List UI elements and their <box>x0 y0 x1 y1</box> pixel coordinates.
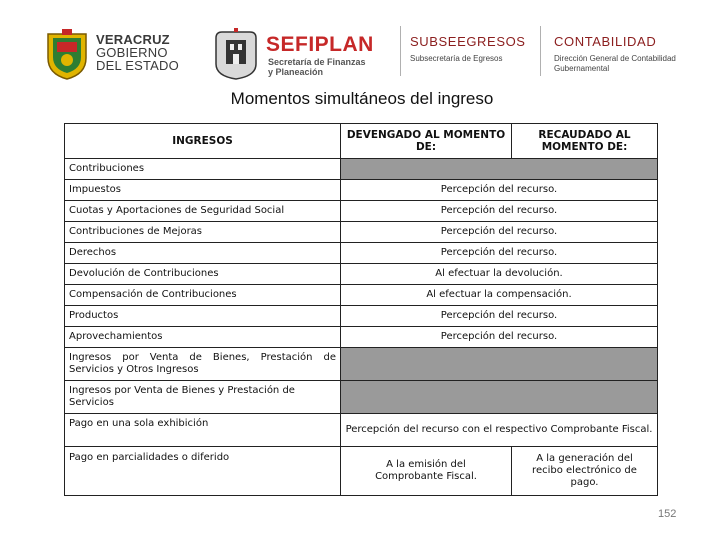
row-label: Impuestos <box>65 180 341 201</box>
header-divider <box>400 26 401 76</box>
row-label: Compensación de Contribuciones <box>65 285 341 306</box>
row-value: Percepción del recurso. <box>341 243 658 264</box>
table-row <box>65 180 658 201</box>
row-label: Ingresos por Venta de Bienes, Prestación de Servicios y Otros Ingresos <box>65 348 341 381</box>
row-value: Percepción del recurso. <box>341 201 658 222</box>
table-row <box>65 264 658 285</box>
row-label: Contribuciones <box>65 159 341 180</box>
table-row <box>65 381 658 414</box>
veracruz-line2: GOBIERNO <box>96 45 168 60</box>
table-row <box>65 222 658 243</box>
row-label: Derechos <box>65 243 341 264</box>
income-moments-table <box>64 123 658 496</box>
table-row <box>65 306 658 327</box>
table-header-row <box>65 124 658 159</box>
header-devengado: DEVENGADO AL MOMENTO DE: <box>341 124 512 159</box>
slide-title-text: Momentos simultáneos del ingreso <box>230 89 494 108</box>
row-label: Cuotas y Aportaciones de Seguridad Social <box>65 201 341 222</box>
contabilidad-subtitle <box>554 54 676 74</box>
veracruz-wordmark <box>96 33 179 72</box>
table-row <box>65 447 658 496</box>
subsegresos-title: SUBSEEGRESOS <box>410 34 526 49</box>
slide-title <box>0 89 720 109</box>
page-number: 152 <box>658 508 677 520</box>
contabilidad-subtitle-line1: Dirección General de Contabilidad <box>554 54 676 63</box>
row-value-empty <box>341 381 658 414</box>
table-row <box>65 327 658 348</box>
row-label: Pago en parcialidades o diferido <box>65 447 341 496</box>
table-row <box>65 159 658 180</box>
row-label: Aprovechamientos <box>65 327 341 348</box>
row-value: Percepción del recurso con el respectivo Comprobante Fiscal. <box>341 414 658 447</box>
subsegresos-subtitle: Subsecretaría de Egresos <box>410 54 503 63</box>
row-value: Percepción del recurso. <box>341 306 658 327</box>
table-row <box>65 348 658 381</box>
sefiplan-subtitle-line2: y Planeación <box>268 67 324 77</box>
row-value: Percepción del recurso. <box>341 180 658 201</box>
contabilidad-title: CONTABILIDAD <box>554 34 657 49</box>
row-recaudado: A la generación del recibo electrónico de pago. <box>512 447 658 496</box>
row-value-empty <box>341 348 658 381</box>
veracruz-line1: VERACRUZ <box>96 32 170 47</box>
table-row <box>65 243 658 264</box>
row-label: Contribuciones de Mejoras <box>65 222 341 243</box>
header-divider <box>540 26 541 76</box>
sefiplan-subtitle <box>268 57 366 77</box>
table-row <box>65 285 658 306</box>
row-label: Productos <box>65 306 341 327</box>
row-label: Ingresos por Venta de Bienes y Prestación de Servicios <box>65 381 341 414</box>
header-ingresos: INGRESOS <box>65 124 341 159</box>
table-row <box>65 414 658 447</box>
row-value: Al efectuar la devolución. <box>341 264 658 285</box>
row-value: Al efectuar la compensación. <box>341 285 658 306</box>
veracruz-coat-of-arms-icon <box>44 28 90 80</box>
table-row <box>65 201 658 222</box>
row-value: Percepción del recurso. <box>341 327 658 348</box>
sefiplan-title: SEFIPLAN <box>266 33 374 56</box>
row-label: Devolución de Contribuciones <box>65 264 341 285</box>
sefiplan-subtitle-line1: Secretaría de Finanzas <box>268 57 366 67</box>
header-recaudado: RECAUDADO AL MOMENTO DE: <box>512 124 658 159</box>
row-devengado: A la emisión del Comprobante Fiscal. <box>341 447 512 496</box>
row-value-empty <box>341 159 658 180</box>
row-value: Percepción del recurso. <box>341 222 658 243</box>
sefiplan-emblem-icon <box>212 28 260 80</box>
veracruz-line3: DEL ESTADO <box>96 58 179 73</box>
contabilidad-subtitle-line2: Gubernamental <box>554 64 610 73</box>
row-label: Pago en una sola exhibición <box>65 414 341 447</box>
